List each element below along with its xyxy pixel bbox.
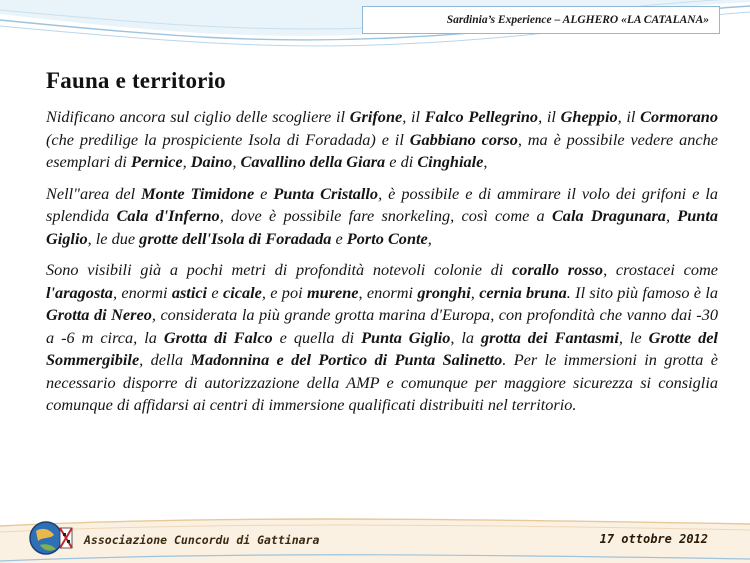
highlighted-term: corallo rosso <box>512 260 604 279</box>
text-run: , il <box>538 107 561 126</box>
text-run: , è possibile e di ammirare il volo dei grifoni e la splendida <box>46 183 719 225</box>
highlighted-term: Punta Cristallo <box>273 183 379 203</box>
highlighted-term: Grifone <box>349 107 403 126</box>
highlighted-term: cernia bruna <box>479 282 567 302</box>
highlighted-term: grotta dei Fantasmi <box>481 327 619 347</box>
footer-organization: Associazione Cuncordu di Gattinara <box>84 533 320 547</box>
text-run: , considerata la più grande grotta marina d'Europa, con profondità che vanno dai -30 a -6 m circa, la <box>46 305 718 347</box>
highlighted-term: Daino <box>190 152 233 171</box>
highlighted-term: Grotta di Nereo <box>46 305 152 324</box>
highlighted-term: Cala d'Inferno <box>116 206 220 225</box>
highlighted-term: Punta Giglio <box>46 206 718 248</box>
text-run: , il <box>402 107 425 126</box>
text-run: e di <box>385 152 418 171</box>
text-run: , dove è possibile fare snorkeling, così come a <box>219 206 552 225</box>
highlighted-term: Madonnina e del Portico di Punta Salinetto <box>190 350 503 369</box>
text-run: Sono visibili già a pochi metri di profondità notevoli colonie di <box>46 260 513 279</box>
highlighted-term: Gheppio <box>560 107 618 126</box>
text-run: e <box>254 183 274 203</box>
association-logo <box>28 517 76 559</box>
text-run: , <box>665 206 678 225</box>
highlighted-term: Monte Timidone <box>141 183 255 203</box>
highlighted-term: Pernice <box>131 152 183 171</box>
highlighted-term: astici <box>171 282 208 302</box>
text-run: , la <box>450 327 482 347</box>
text-run: , le due <box>87 228 140 248</box>
text-run: Nidificano ancora sul ciglio delle scogliere il <box>46 107 350 126</box>
text-run: , <box>483 152 488 171</box>
highlighted-term: Cormorano <box>640 107 718 126</box>
text-run: e quella di <box>272 327 362 347</box>
text-run: , <box>470 282 480 302</box>
header-banner <box>362 6 720 34</box>
text-run: Nell"area del <box>46 183 142 203</box>
text-run: . Il sito più famoso è la <box>566 282 719 302</box>
highlighted-term: Grotte del Sommergibile <box>46 327 718 369</box>
text-run: e <box>207 282 223 302</box>
text-run: , <box>182 152 191 171</box>
highlighted-term: Falco Pellegrino <box>424 107 539 126</box>
text-run: (che predilige la prospiciente Isola di Foradada) e il <box>46 129 410 149</box>
text-run: , enormi <box>112 282 172 302</box>
highlighted-term: Cinghiale <box>417 152 484 171</box>
text-run: , della <box>139 350 191 369</box>
highlighted-term: Cala Dragunara <box>551 206 666 225</box>
footer-date: 17 ottobre 2012 <box>599 532 708 546</box>
paragraph-diving <box>46 259 718 417</box>
text-run: , il <box>617 107 641 126</box>
body-text <box>46 106 718 426</box>
highlighted-term: grotte dell'Isola di Foradada <box>139 228 332 248</box>
text-run: . Per le immersioni in grotta è necessario disporre di autorizzazione della AMP e comunque per maggiore sicurezza si consiglia comunque di affidarsi ai centri di immersione qualificati distribuiti nel territorio. <box>46 350 719 414</box>
highlighted-term: Gabbiano corso <box>409 129 518 149</box>
header-text: Sardinia’s Experience – ALGHERO «LA CATALANA» <box>446 14 709 26</box>
highlighted-term: cicale <box>222 282 262 302</box>
highlighted-term: l'aragosta <box>46 282 113 302</box>
text-run: , le <box>618 327 649 347</box>
text-run: e <box>331 228 347 248</box>
text-run: , ma è possibile vedere anche esemplari di <box>46 129 718 171</box>
highlighted-term: Cavallino della Giara <box>240 152 386 171</box>
text-run: , <box>427 228 432 248</box>
paragraph-areas <box>46 183 718 251</box>
paragraph-birds <box>46 106 718 174</box>
highlighted-term: murene <box>306 282 359 302</box>
text-run: , crostacei come <box>603 260 718 279</box>
text-run: , enormi <box>358 282 418 302</box>
highlighted-term: gronghi <box>417 282 471 302</box>
text-run: , e poi <box>261 282 307 302</box>
highlighted-term: Punta Giglio <box>361 327 451 347</box>
page-title: Fauna e territorio <box>46 68 226 93</box>
highlighted-term: Grotta di Falco <box>163 327 273 347</box>
text-run: , <box>232 152 241 171</box>
highlighted-term: Porto Conte <box>346 228 428 248</box>
